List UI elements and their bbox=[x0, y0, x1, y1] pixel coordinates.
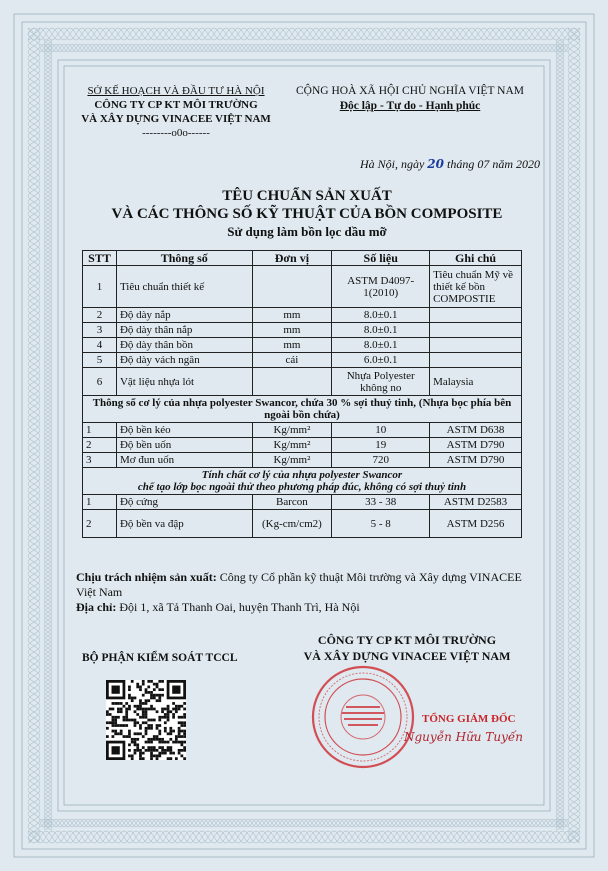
cell-value: Nhựa Polyester không no bbox=[332, 368, 430, 396]
cell-value: 5 - 8 bbox=[332, 510, 430, 538]
qr-code-icon bbox=[106, 680, 186, 760]
cell-stt: 2 bbox=[83, 438, 117, 453]
cell-note: ASTM D256 bbox=[430, 510, 522, 538]
address-text: Đội 1, xã Tả Thanh Oai, huyện Thanh Trì, Hà Nội bbox=[116, 600, 360, 614]
cell-param: Độ bền va đập bbox=[116, 510, 252, 538]
cell-unit: mm bbox=[252, 338, 332, 353]
section-heading-3-line-2: chế tạo lớp bọc ngoài thử theo phương pháp đúc, không có sợi thuỷ tinh bbox=[137, 481, 467, 493]
document-subtitle: Sử dụng làm bồn lọc dầu mỡ bbox=[227, 224, 387, 239]
cell-unit: Kg/mm² bbox=[252, 453, 332, 468]
cell-value: 8.0±0.1 bbox=[332, 308, 430, 323]
cell-note bbox=[430, 338, 522, 353]
cell-stt: 1 bbox=[83, 266, 117, 308]
cell-param: Độ dày thân bồn bbox=[116, 338, 252, 353]
section-heading-2: Thông số cơ lý của nhựa polyester Swancor, chứa 30 % sợi thuỷ tinh, (Nhựa bọc phía bên ngoài bồn chứa) bbox=[83, 396, 522, 423]
cell-param: Tiêu chuẩn thiết kế bbox=[116, 266, 252, 308]
date-line bbox=[300, 157, 540, 172]
date-suffix: tháng 07 năm 2020 bbox=[444, 157, 540, 171]
cell-param: Độ cứng bbox=[116, 495, 252, 510]
cell-unit: Kg/mm² bbox=[252, 423, 332, 438]
cell-stt: 5 bbox=[83, 353, 117, 368]
cell-note: ASTM D790 bbox=[430, 453, 522, 468]
cell-unit: mm bbox=[252, 308, 332, 323]
country-name: CỘNG HOÀ XÃ HỘI CHỦ NGHĨA VIỆT NAM bbox=[296, 85, 524, 97]
director-title: TỔNG GIÁM ĐỐC bbox=[422, 713, 516, 725]
cell-unit: cái bbox=[252, 353, 332, 368]
title-line-2: VÀ CÁC THÔNG SỐ KỸ THUẬT CỦA BỒN COMPOSITE bbox=[111, 206, 503, 222]
date-day: 20 bbox=[427, 157, 444, 171]
responsibility-label: Chịu trách nhiệm sản xuất: bbox=[76, 570, 217, 584]
signature-company-2: VÀ XÂY DỰNG VINACEE VIỆT NAM bbox=[303, 649, 511, 663]
cell-note bbox=[430, 353, 522, 368]
table-row bbox=[83, 495, 522, 510]
cell-value: 720 bbox=[332, 453, 430, 468]
cell-param: Độ bền uốn bbox=[116, 438, 252, 453]
table-row bbox=[83, 308, 522, 323]
responsibility-line bbox=[76, 570, 538, 600]
cell-stt: 3 bbox=[83, 453, 117, 468]
cell-param: Độ dày nắp bbox=[116, 308, 252, 323]
cell-unit: Barcon bbox=[252, 495, 332, 510]
company-seal-icon bbox=[308, 662, 418, 772]
title-line-1: TÊU CHUẨN SẢN XUẤT bbox=[222, 188, 392, 204]
table-header-row bbox=[83, 251, 522, 266]
responsibility-text: Công ty Cổ phần kỹ thuật Môi trường và Xây dựng VINACEE Việt Nam bbox=[76, 570, 522, 599]
cell-stt: 6 bbox=[83, 368, 117, 396]
signature-company-1: CÔNG TY CP KT MÔI TRƯỜNG bbox=[317, 633, 497, 647]
col-header-unit: Đơn vị bbox=[252, 251, 332, 266]
cell-note bbox=[430, 323, 522, 338]
company-name-1: CÔNG TY CP KT MÔI TRƯỜNG bbox=[94, 99, 258, 111]
cell-value: 33 - 38 bbox=[332, 495, 430, 510]
cell-stt: 1 bbox=[83, 495, 117, 510]
header-right bbox=[282, 84, 538, 114]
table-row bbox=[83, 438, 522, 453]
table-row bbox=[83, 353, 522, 368]
cell-value: 8.0±0.1 bbox=[332, 323, 430, 338]
cell-unit bbox=[252, 368, 332, 396]
cell-note: ASTM D790 bbox=[430, 438, 522, 453]
cell-stt: 2 bbox=[83, 308, 117, 323]
cell-stt: 2 bbox=[83, 510, 117, 538]
cell-value: ASTM D4097-1(2010) bbox=[332, 266, 430, 308]
cell-value: 8.0±0.1 bbox=[332, 338, 430, 353]
cell-value: 6.0±0.1 bbox=[332, 353, 430, 368]
cell-param: Độ dày vách ngăn bbox=[116, 353, 252, 368]
qc-department-label: BỘ PHẬN KIỂM SOÁT TCCL bbox=[82, 652, 238, 664]
cell-note bbox=[430, 308, 522, 323]
cell-unit: Kg/mm² bbox=[252, 438, 332, 453]
col-header-param: Thông số bbox=[116, 251, 252, 266]
cell-param: Độ dày thân nắp bbox=[116, 323, 252, 338]
cell-stt: 4 bbox=[83, 338, 117, 353]
table-row bbox=[83, 510, 522, 538]
cell-stt: 3 bbox=[83, 323, 117, 338]
cell-param: Độ bền kéo bbox=[116, 423, 252, 438]
company-signature-block bbox=[276, 632, 538, 664]
address-label: Địa chỉ: bbox=[76, 600, 117, 614]
col-header-note: Ghi chú bbox=[430, 251, 522, 266]
cell-note: Malaysia bbox=[430, 368, 522, 396]
cell-unit: mm bbox=[252, 323, 332, 338]
table-row bbox=[83, 338, 522, 353]
cell-unit bbox=[252, 266, 332, 308]
cell-note: ASTM D638 bbox=[430, 423, 522, 438]
ministry-name: SỞ KẾ HOẠCH VÀ ĐẦU TƯ HÀ NỘI bbox=[87, 85, 265, 97]
section-row bbox=[83, 468, 522, 495]
col-header-stt: STT bbox=[83, 251, 117, 266]
company-name-2: VÀ XÂY DỰNG VINACEE VIỆT NAM bbox=[81, 113, 271, 125]
director-signature: Nguyễn Hữu Tuyến bbox=[404, 730, 523, 744]
cell-value: 10 bbox=[332, 423, 430, 438]
cell-unit: (Kg-cm/cm2) bbox=[252, 510, 332, 538]
table-row bbox=[83, 323, 522, 338]
address-line bbox=[76, 600, 538, 615]
cell-param: Mơ đun uốn bbox=[116, 453, 252, 468]
table-row bbox=[83, 266, 522, 308]
section-row bbox=[83, 396, 522, 423]
spec-table bbox=[82, 250, 522, 538]
cell-stt: 1 bbox=[83, 423, 117, 438]
cell-note: Tiêu chuẩn Mỹ về thiết kế bồn COMPOSTIE bbox=[430, 266, 522, 308]
cell-value: 19 bbox=[332, 438, 430, 453]
header-divider: --------o0o------ bbox=[142, 127, 210, 139]
document-title bbox=[76, 187, 538, 223]
responsibility-block bbox=[76, 570, 538, 615]
section-heading-3-line-1: Tính chất cơ lý của nhựa polyester Swancor bbox=[201, 469, 403, 481]
date-prefix: Hà Nội, ngày bbox=[359, 157, 428, 171]
table-row bbox=[83, 368, 522, 396]
col-header-value: Số liệu bbox=[332, 251, 430, 266]
table-row bbox=[83, 423, 522, 438]
section-heading-3 bbox=[83, 468, 522, 495]
national-motto: Độc lập - Tự do - Hạnh phúc bbox=[339, 100, 481, 112]
table-row bbox=[83, 453, 522, 468]
cell-note: ASTM D2583 bbox=[430, 495, 522, 510]
header-left bbox=[76, 84, 276, 140]
cell-param: Vật liệu nhựa lót bbox=[116, 368, 252, 396]
